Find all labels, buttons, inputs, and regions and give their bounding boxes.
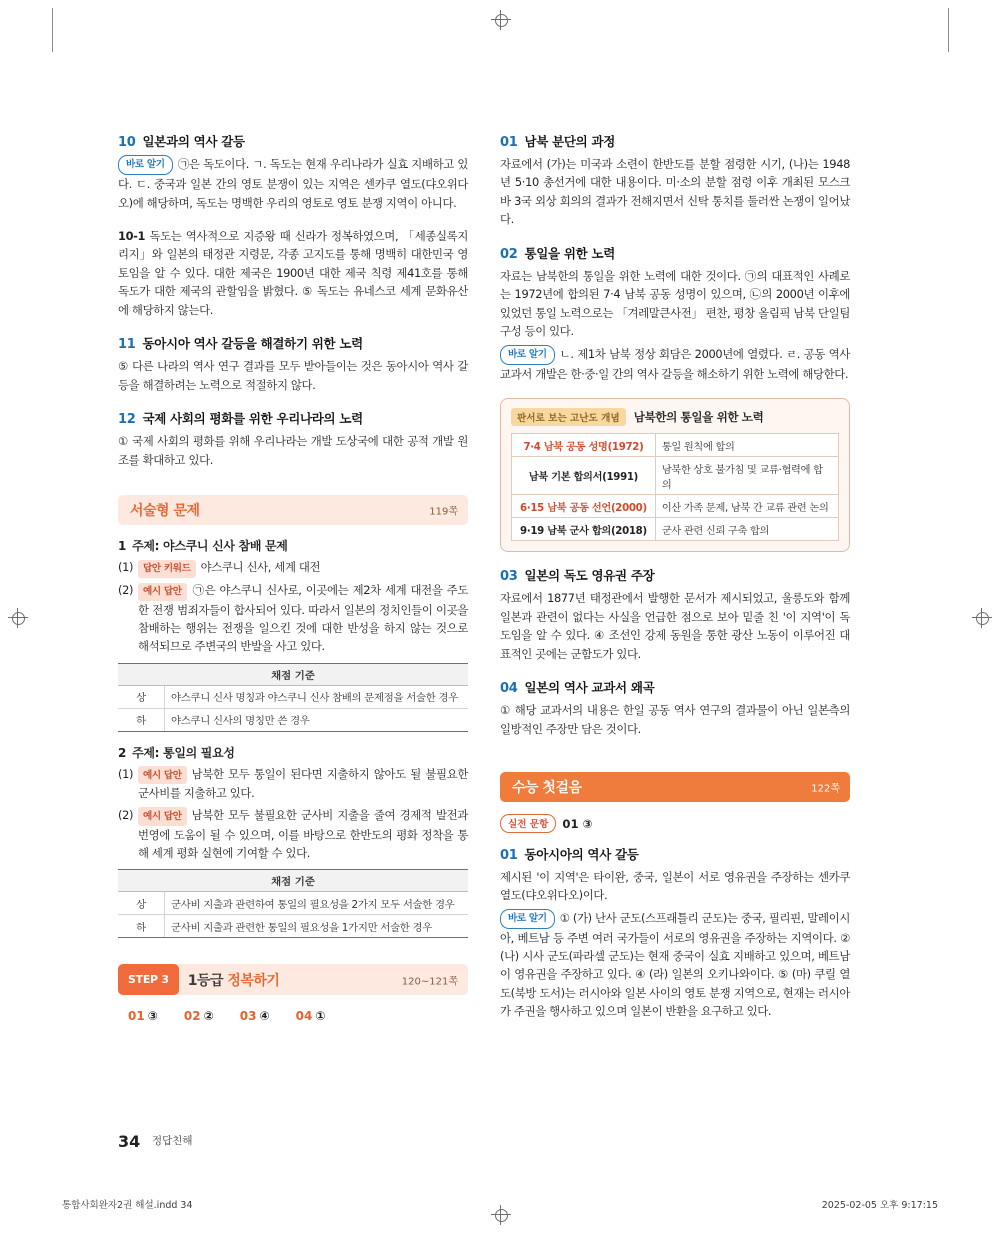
concept-key: 남북 기본 합의서(1991) (512, 457, 656, 495)
answer-body: ① 해당 교과서의 내용은 한일 공동 역사 연구의 결과물이 아닌 일본측의 일방적인 주장만 담은 것이다. (500, 703, 850, 736)
essay-sub-body (138, 558, 468, 578)
answer-choice: ② (203, 1009, 214, 1024)
essay-heading (118, 537, 468, 554)
answer-heading (500, 132, 850, 150)
answer-body: 자료는 남북한의 통일을 위한 노력에 대한 것이다. ㉠의 대표적인 사례로는 1972년에 합의된 7·4 남북 공동 성명이 있으며, ㉡의 2000년 이후에 있었던 통일 노력으로는 「겨레말큰사전」 편찬, 평창 올림픽 남북 단일팀 구성 등이 있다. (500, 268, 850, 339)
rubric-grade: 하 (118, 708, 165, 731)
exam-answer-text: 01 ③ (562, 817, 593, 832)
concept-key: 9·19 남북 군사 합의(2018) (512, 518, 656, 541)
answer-choice: ③ (147, 1009, 158, 1024)
answer-body: ⑤ 다른 나라의 역사 연구 결과를 모두 받아들이는 것은 동아시아 역사 갈등을 해결하려는 노력으로 적절하지 않다. (118, 359, 468, 392)
concept-value: 통일 원칙에 합의 (655, 434, 838, 457)
answer-block-03 (500, 566, 850, 663)
step-page: 120~121쪽 (401, 976, 458, 988)
answer-title: 동아시아의 역사 갈등 (524, 846, 639, 862)
answer-note-text: ㄴ. 제1차 남북 정상 회담은 2000년에 열렸다. ㄹ. 공동 역사 교과서 개발은 한·중·일 간의 역사 갈등을 해소하기 위한 노력에 해당한다. (500, 346, 850, 381)
rubric-grade: 상 (118, 685, 165, 708)
step-chip: STEP 3 (118, 964, 179, 995)
keyword-tag: 예시 답안 (138, 766, 187, 784)
answer-block-11 (118, 334, 468, 394)
essay-sub-marker: (2) (118, 583, 134, 598)
answer-title: 일본의 독도 영유권 주장 (524, 568, 655, 584)
answer-title: 일본의 역사 교과서 왜곡 (524, 680, 655, 696)
table-row (512, 457, 839, 495)
rubric-desc: 군사비 지출과 관련하여 통일의 필요성을 2가지 모두 서술한 경우 (165, 892, 469, 915)
essay-sub-marker: (1) (118, 560, 134, 575)
essay-section-banner (118, 495, 468, 525)
answer-body: ① 국제 사회의 평화를 위해 우리나라는 개발 도상국에 대한 공적 개발 원조를 확대하고 있다. (118, 434, 468, 467)
essay-sub-item (118, 806, 468, 862)
answer-body: 자료에서 (가)는 미국과 소련이 한반도를 분할 점령한 시기, (나)는 1948년 5·10 총선거에 대한 내용이다. 미·소의 분할 점령 이후 개최된 모스크바 3국 외상 회의의 결과가 전해지면서 신탁 통치를 둘러싼 논쟁이 일어났다. (500, 157, 850, 227)
crop-mark-left (52, 8, 53, 52)
essay-title: 주제: 야스쿠니 신사 참배 문제 (132, 539, 288, 554)
table-row (118, 892, 468, 915)
rubric-header: 채점 기준 (118, 870, 468, 892)
step3-banner (118, 964, 468, 995)
answer-body: 제시된 '이 지역'은 타이완, 중국, 일본이 서로 영유권을 주장하는 센카쿠 열도(댜오위다오)이다. (500, 869, 850, 903)
table-row (118, 708, 468, 731)
table-header-row (118, 870, 468, 892)
answer-title: 남북 분단의 과정 (524, 134, 616, 149)
note-tag: 바로 알기 (118, 155, 173, 175)
answer-number: 10 (118, 135, 136, 150)
essay-sub-item (118, 581, 468, 656)
concept-box-chip: 판서로 보는 고난도 개념 (511, 408, 626, 426)
answer-number: 04 (500, 681, 518, 697)
essay-sub-marker: (2) (118, 807, 134, 822)
keyword-tag: 답안 키워드 (138, 560, 196, 578)
answer-number: 02 (500, 246, 518, 262)
answer-heading (118, 132, 468, 150)
step3-answer-row (118, 1005, 468, 1023)
table-row (512, 495, 839, 518)
page-label: 정답친해 (152, 1135, 193, 1147)
right-column (500, 132, 850, 1036)
concept-box-title: 남북한의 통일을 위한 노력 (633, 410, 764, 425)
rubric-table (118, 869, 468, 938)
rubric-table (118, 663, 468, 732)
answer-number: 04 (295, 1009, 313, 1024)
answer-number: 02 (183, 1009, 201, 1024)
essay-sub-body (138, 806, 468, 862)
step-title (179, 970, 280, 990)
answer-title: 국제 사회의 평화를 위한 우리나라의 노력 (142, 411, 363, 427)
rubric-header: 채점 기준 (118, 663, 468, 685)
concept-value: 남북한 상호 불가침 및 교류·협력에 합의 (655, 457, 838, 495)
answer-block-04 (500, 678, 850, 738)
essay-item-2 (118, 744, 468, 938)
rubric-desc: 야스쿠니 신사의 명칭만 쓴 경우 (165, 708, 469, 731)
registration-mark-bottom (491, 1205, 511, 1225)
answer-block-02 (500, 244, 850, 383)
answer-pair (184, 1009, 214, 1023)
essay-sub-text: 남북한 모두 불필요한 군사비 지출을 줄여 경제적 발전과 번영에 도움이 될 수 있으며, 이를 바탕으로 한반도의 평화 정착을 통해 세계 평화 실현에 기여할 수 있다. (138, 807, 468, 860)
essay-number: 2 (118, 745, 127, 760)
step-title-rest: 정복하기 (227, 972, 280, 989)
registration-mark-top (491, 10, 511, 30)
essay-sub-text: 남북한 모두 통일이 된다면 지출하지 않아도 될 불필요한 군사비를 지출하고 있다. (138, 766, 468, 801)
answer-pair (240, 1009, 270, 1023)
essay-sub-item (118, 765, 468, 803)
essay-title: 주제: 통일의 필요성 (132, 745, 235, 760)
essay-heading (118, 744, 468, 761)
answer-choice: ① (315, 1009, 326, 1024)
concept-table (511, 433, 839, 541)
answer-block-12 (118, 409, 468, 469)
exam-answer-row (500, 814, 850, 833)
concept-value: 이산 가족 문제, 남북 간 교류 관련 논의 (655, 495, 838, 518)
answer-heading (500, 566, 850, 584)
answer-choice: ④ (259, 1009, 270, 1024)
answer-number: 11 (118, 337, 136, 353)
essay-sub-text: 야스쿠니 신사, 세계 대전 (200, 560, 321, 575)
concept-key: 6·15 남북 공동 선언(2000) (512, 495, 656, 518)
answer-block-01 (500, 132, 850, 229)
essay-item-1 (118, 537, 468, 731)
answer-note (500, 909, 850, 1021)
answer-title: 일본과의 역사 갈등 (142, 134, 245, 149)
table-row (118, 685, 468, 708)
essay-section-title: 서술형 문제 (130, 503, 200, 520)
answer-pair (296, 1009, 326, 1023)
exam-section-title: 수능 첫걸음 (512, 780, 582, 797)
keyword-tag: 예시 답안 (138, 807, 187, 825)
note-tag: 바로 알기 (500, 345, 555, 365)
answer-body-text: ㉠은 독도이다. ㄱ. 독도는 현재 우리나라가 실효 지배하고 있다. ㄷ. 중국과 일본 간의 영토 분쟁이 있는 지역은 센카쿠 열도(댜오위다오)에 해당하며, 독도는 명백한 우리의 영토로 영토 분쟁 지역이 아니다. (118, 157, 468, 210)
answer-note (500, 345, 850, 384)
essay-number: 1 (118, 539, 127, 554)
rubric-grade: 하 (118, 915, 165, 938)
crop-mark-right (948, 8, 949, 52)
answer-heading (500, 244, 850, 262)
essay-sub-text: ㉠은 야스쿠니 신사로, 이곳에는 제2차 세계 대전을 주도한 전쟁 범죄자들이 합사되어 있다. 따라서 일본의 정치인들이 이곳을 참배하는 행위는 전쟁을 일으킨 것에 대한 반성을 하지 않는 것으로 해석되므로 주변국의 반발을 사고 있다. (138, 583, 468, 654)
essay-sub-marker: (1) (118, 766, 134, 781)
answer-block-10-1 (118, 227, 468, 319)
answer-body-text: 독도는 역사적으로 지증왕 때 신라가 정복하였으며, 「세종실록지리지」와 일본의 태정관 지령문, 각종 고지도를 통해 명백히 대한민국 영토임을 알 수 있다. 대한 제국은 1900년 대한 제국 칙령 제41호를 통해 독도가 대한 제국의 관할임을 밝혔다. ⑤ 독도는 유네스코 세계 문화유산에 해당하지 않는다. (118, 228, 468, 317)
answer-number: 01 (128, 1009, 145, 1024)
page-number: 34 (118, 1132, 141, 1151)
table-row (512, 434, 839, 457)
note-tag: 바로 알기 (500, 909, 555, 929)
answer-number: 01 (500, 847, 518, 863)
answer-heading (118, 334, 468, 352)
keyword-tag: 예시 답안 (138, 583, 187, 601)
answer-number: 10-1 (118, 228, 146, 243)
answer-heading (500, 678, 850, 696)
answer-body (118, 227, 468, 319)
exam-section-page: 122쪽 (811, 783, 840, 795)
rubric-desc: 군사비 지출과 관련한 통일의 필요성을 1가지만 서술한 경우 (165, 915, 469, 938)
step-title-bold: 1등급 (187, 972, 223, 989)
essay-sub-body (138, 765, 468, 803)
answer-number: 01 (500, 135, 518, 150)
answer-heading (118, 409, 468, 427)
concept-key: 7·4 남북 공동 성명(1972) (512, 434, 656, 457)
answer-title: 동아시아 역사 갈등을 해결하기 위한 노력 (142, 336, 363, 352)
answer-number: 12 (118, 412, 136, 428)
answer-number: 03 (500, 569, 518, 585)
concept-value: 군사 관련 신뢰 구축 합의 (655, 518, 838, 541)
practice-tag: 실전 문항 (500, 814, 556, 833)
answer-note-text: ① (가) 난사 군도(스프래틀리 군도)는 중국, 필리핀, 말레이시아, 베트남 등 주변 여러 국가들이 서로의 영유권을 주장하는 지역이다. ② (나) 시사 군도(파라셀 군도)는 현재 중국이 실효 지배하고 있으며, 베트남이 영유권을 주장하고 있다. ④ (라) 일본의 오키나와이다. ⑤ (마) 쿠릴 열도(북방 도서)는 러시아와 일본 사이의 영토 분쟁 지역으로, 현재는 러시아가 주권을 행사하고 있으며 일본이 반환을 요구하고 있다. (500, 910, 850, 1019)
table-row (118, 915, 468, 938)
answer-pair (128, 1009, 158, 1023)
table-header-row (118, 663, 468, 685)
footer-timestamp: 2025-02-05 오후 9:17:15 (821, 1200, 938, 1211)
exam-answer-block-01 (500, 845, 850, 1021)
registration-mark-left (8, 608, 28, 628)
answer-block-10 (118, 132, 468, 212)
essay-sub-item (118, 558, 468, 578)
rubric-grade: 상 (118, 892, 165, 915)
registration-mark-right (972, 608, 992, 628)
answer-title: 통일을 위한 노력 (524, 245, 616, 261)
table-row (512, 518, 839, 541)
essay-section-page: 119쪽 (429, 506, 458, 518)
concept-box (500, 398, 850, 552)
answer-number: 03 (239, 1009, 257, 1024)
left-column (118, 132, 468, 1037)
exam-section-banner (500, 772, 850, 802)
concept-box-header (511, 408, 839, 426)
rubric-desc: 야스쿠니 신사 명칭과 야스쿠니 신사 참배의 문제점을 서술한 경우 (165, 685, 469, 708)
footer-file-info: 통합사회완자2권 해설.indd 34 (62, 1200, 193, 1211)
answer-body (118, 155, 468, 212)
essay-sub-body (138, 581, 468, 656)
answer-heading (500, 845, 850, 863)
answer-body: 자료에서 1877년 태정관에서 발행한 문서가 제시되었고, 울릉도와 함께 일본과 관련이 없다는 사실을 언급한 점으로 보아 밑줄 친 '이 지역'이 독도임을 알 수 있다. ④ 조선인 강제 동원을 통한 광산 노동이 이루어진 대표적인 곳에는 군함도가 있다. (500, 591, 850, 661)
